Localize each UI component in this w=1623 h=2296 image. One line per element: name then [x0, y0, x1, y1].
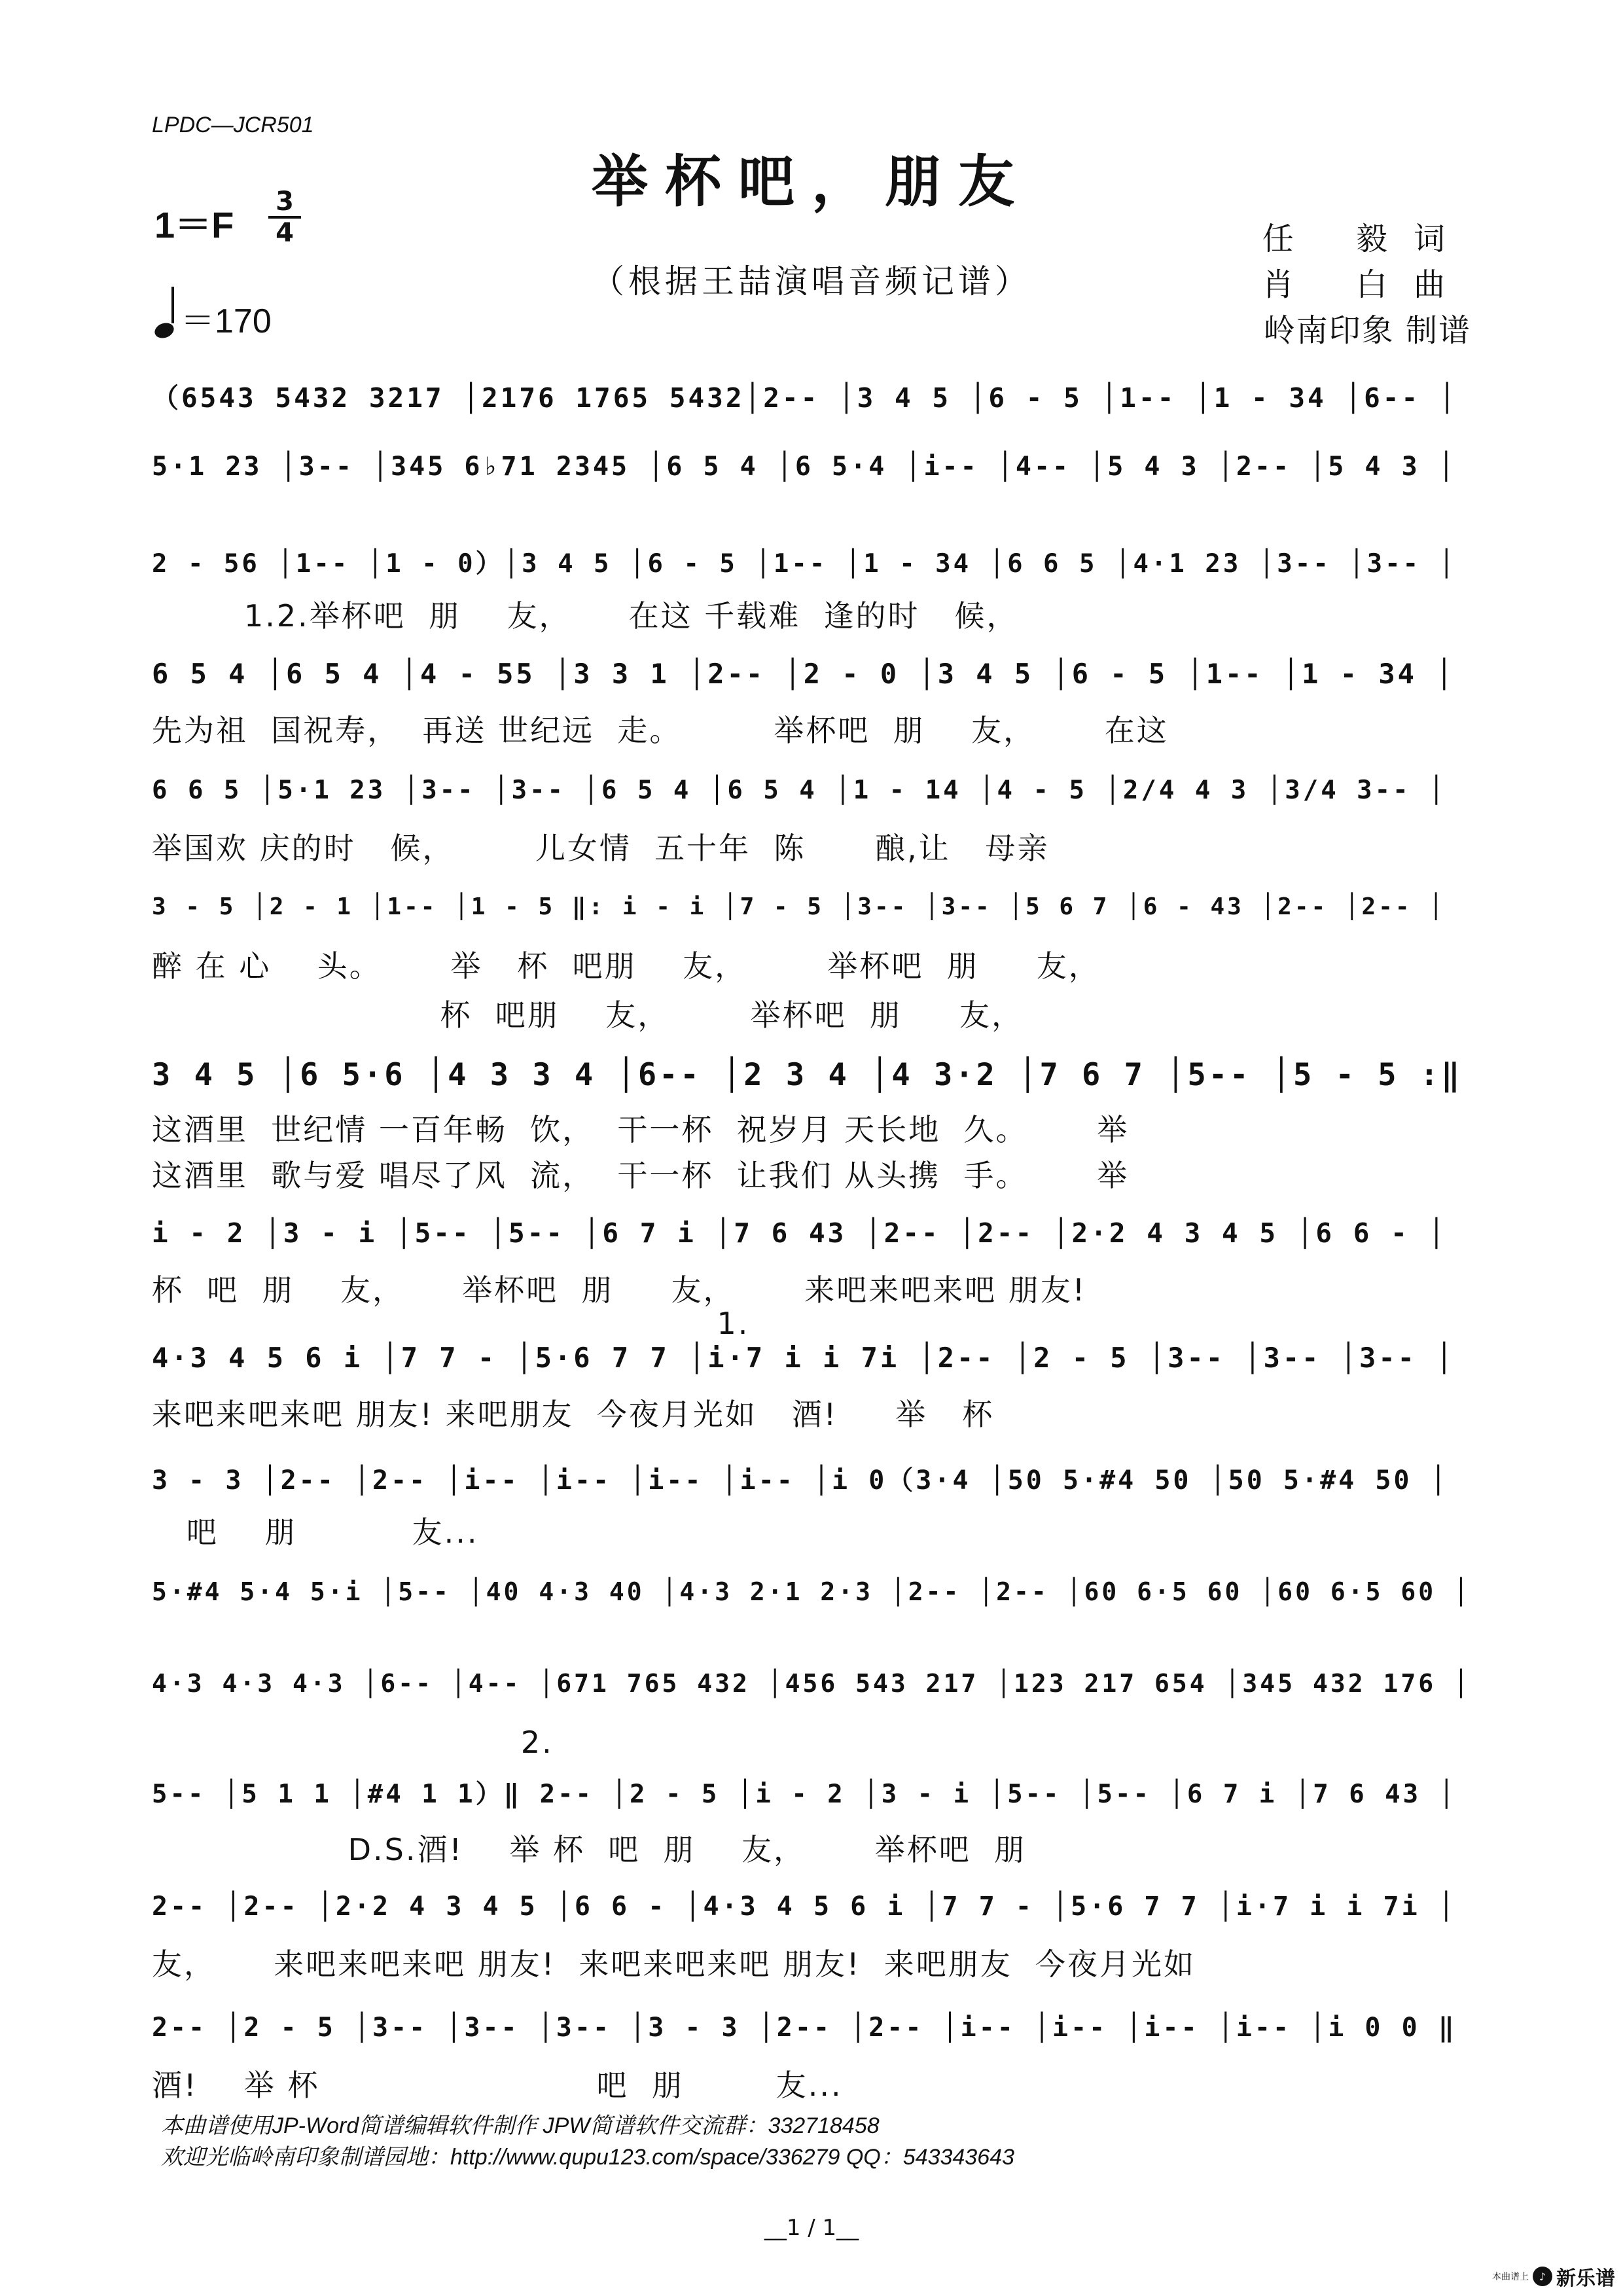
time-sig-bottom: 4 [276, 218, 294, 248]
lyric-line: 酒! 举 杯 吧 朋 友... [152, 2068, 843, 2103]
lyric-line: 举国欢 庆的时 候， 儿女情 五十年 陈 酿,让 母亲 [152, 831, 1050, 866]
tempo-marking [154, 293, 272, 342]
lyric-line: 杯 吧朋 友， 举杯吧 朋 友， [152, 997, 1024, 1033]
lyric-line: 1. [152, 1306, 750, 1341]
credit-lyricist: 任 毅词 [1262, 221, 1471, 257]
lyric-line: 1.2.举杯吧 朋 友， 在这 千载难 逢的时 候， [152, 598, 1019, 634]
notation-line: 3 - 5 │2 - 1 │1-- │1 - 5 ‖: i - i │7 - 5 │3-- │3-- │5 6 7 │6 - 43 │2-- │2-- │ [152, 893, 1446, 920]
site-logo-name: 新乐谱 [1556, 2267, 1615, 2290]
notation-line: 5·1 23 │3-- │345 6♭71 2345 │6 5 4 │6 5·4 │i-- │4-- │5 4 3 │2-- │5 4 3 │ [152, 452, 1457, 482]
notation-line: 5·#4 5·4 5·i │5-- │40 4·3 40 │4·3 2·1 2·3 │2-- │2-- │60 6·5 60 │60 6·5 60 │ [152, 1577, 1471, 1606]
notation-line: 2-- │2 - 5 │3-- │3-- │3-- │3 - 3 │2-- │2-- │i-- │i-- │i-- │i-- │i 0 0 ‖ [152, 2013, 1457, 2043]
notation-line: 6 6 5 │5·1 23 │3-- │3-- │6 5 4 │6 5 4 │1 - 14 │4 - 5 │2/4 4 3 │3/4 3-- │ [152, 776, 1447, 805]
lyric-line: 这酒里 世纪情 一百年畅 饮， 干一杯 祝岁月 天长地 久。 举 [152, 1112, 1130, 1147]
notation-line: 2-- │2-- │2·2 4 3 4 5 │6 6 - │4·3 4 5 6 i │7 7 - │5·6 7 7 │i·7 i i 7i │ [152, 1892, 1457, 1922]
time-sig-top: 3 [276, 187, 294, 217]
lyric-line: 吧 朋 友... [152, 1515, 479, 1550]
site-logo-caption: 本曲谱上 [1492, 2272, 1529, 2282]
notation-line: （6543 5432 3217 │2176 1765 5432│2-- │3 4 5 │6 - 5 │1-- │1 - 34 │6-- │ [152, 382, 1458, 414]
lyric-line: D.S.酒! 举 杯 吧 朋 友， 举杯吧 朋 [152, 1832, 1026, 1867]
notation-line: i - 2 │3 - i │5-- │5-- │6 7 i │7 6 43 │2-- │2-- │2·2 4 3 4 5 │6 6 - │ [152, 1217, 1448, 1249]
lyric-line: 杯 吧 朋 友， 举杯吧 朋 友， 来吧来吧来吧 朋友! [152, 1272, 1087, 1308]
score-code: LPDC—JCR501 [152, 113, 314, 137]
lyric-line: 友， 来吧来吧来吧 朋友! 来吧来吧来吧 朋友! 来吧朋友 今夜月光如 [152, 1946, 1196, 1982]
lyric-line: 先为祖 国祝寿， 再送 世纪远 走。 举杯吧 朋 友， 在这 [152, 713, 1169, 748]
credit-composer: 肖 白曲 [1262, 266, 1471, 303]
lyric-line: 醉 在 心 头。 举 杯 吧朋 友， 举杯吧 朋 友， [152, 948, 1101, 984]
notation-line: 6 5 4 │6 5 4 │4 - 55 │3 3 1 │2-- │2 - 0 │3 4 5 │6 - 5 │1-- │1 - 34 │ [152, 658, 1455, 690]
lyric-line: 来吧来吧来吧 朋友! 来吧朋友 今夜月光如 酒! 举 杯 [152, 1397, 995, 1432]
notation-line: 3 4 5 │6 5·6 │4 3 3 4 │6-- │2 3 4 │4 3·2 │7 6 7 │5-- │5 - 5 :‖ [152, 1057, 1463, 1093]
notation-line: 3 - 3 │2-- │2-- │i-- │i-- │i-- │i-- │i 0（3·4 │50 5·#4 50 │50 5·#4 50 │ [152, 1465, 1449, 1496]
notation-line: 5-- │5 1 1 │#4 1 1）‖ 2-- │2 - 5 │i - 2 │3 - i │5-- │5-- │6 7 i │7 6 43 │ [152, 1780, 1457, 1809]
note-stem [171, 287, 174, 323]
notation-line: 2 - 56 │1-- │1 - 0）│3 4 5 │6 - 5 │1-- │1 - 34 │6 6 5 │4·1 23 │3-- │3-- │ [152, 549, 1457, 579]
lyric-line: 2. [152, 1725, 554, 1760]
notation-line: 4·3 4 5 6 i │7 7 - │5·6 7 7 │i·7 i i 7i │2-- │2 - 5 │3-- │3-- │3-- │ [152, 1342, 1455, 1374]
site-logo [1492, 2262, 1615, 2291]
footer-website-note: 欢迎光临岭南印象制谱园地：http://www.qupu123.com/space/336279 QQ：543343643 [161, 2145, 1014, 2170]
quarter-note-icon [152, 321, 176, 341]
lyric-line: 这酒里 歌与爱 唱尽了风 流， 干一杯 让我们 从头携 手。 举 [152, 1158, 1130, 1193]
time-signature [268, 188, 301, 246]
song-title: 举杯吧，朋友 [592, 149, 1031, 215]
credit-notation: 岭南印象 制谱 [1263, 312, 1471, 349]
page-number: __1 / 1__ [764, 2215, 859, 2241]
notation-line: 4·3 4·3 4·3 │6-- │4-- │671 765 432 │456 543 217 │123 217 654 │345 432 176 │ [152, 1669, 1471, 1698]
tempo-value: ＝170 [181, 302, 272, 340]
footer-software-note: 本曲谱使用JP-Word简谱编辑软件制作 JPW简谱软件交流群：332718458 [161, 2113, 880, 2138]
key-signature: 1＝F [154, 204, 234, 245]
song-subtitle: （根据王喆演唱音频记谱） [592, 262, 1031, 300]
music-note-icon: ♪ [1533, 2267, 1552, 2286]
